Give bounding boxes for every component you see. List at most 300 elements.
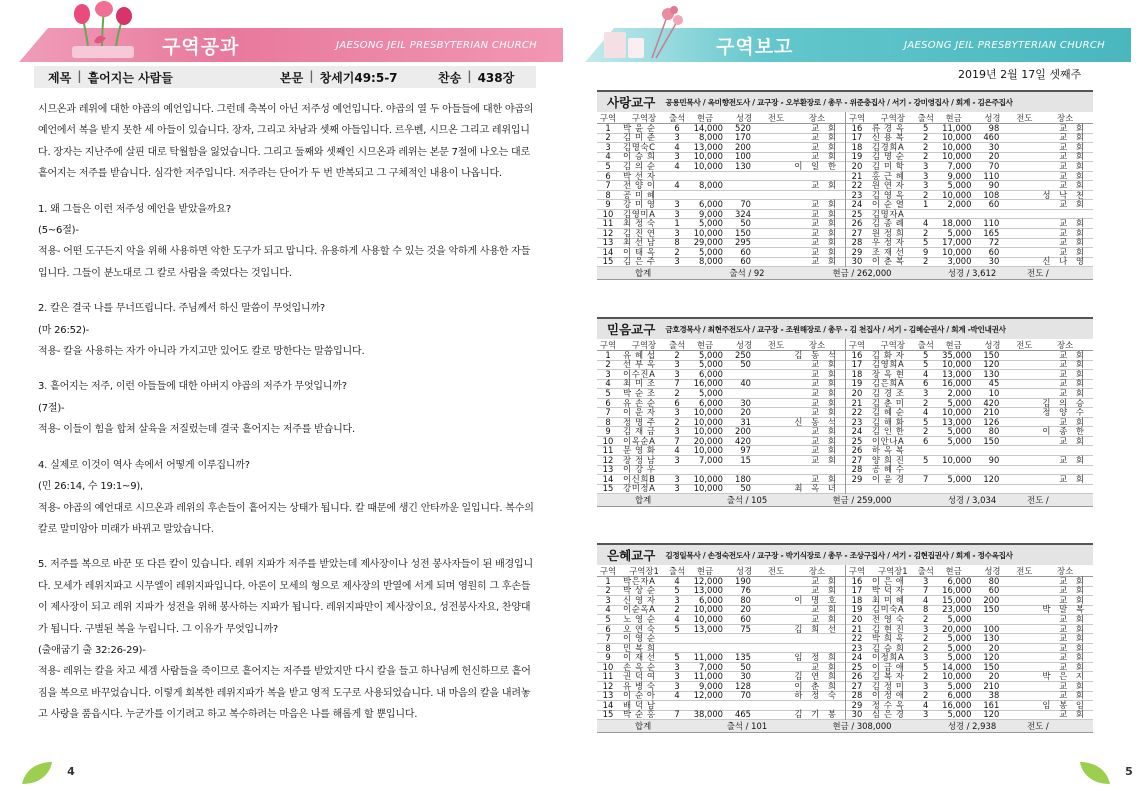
table-cell: 교 회 [811,256,839,267]
district-table-right [845,339,1093,494]
table-cell: 5,000 [947,435,972,446]
table-cell: 이 승 희 [623,151,656,162]
table-cell: 7 [605,407,611,418]
table-cell: 이 운 자 [623,407,656,418]
table-cell: 손 옥 순 [623,661,656,672]
table-cell: 7 [674,378,680,389]
table-cell: 2 [674,416,680,427]
table-cell: 72 [988,237,1000,248]
table-cell: 108 [983,189,1000,200]
table-cell: 최 미 혜 [871,594,905,605]
table-cell: 교 회 [1059,575,1088,586]
lesson-meta-bar [34,66,536,88]
table-cell: 노 영 순 [623,613,656,624]
table-cell: 110 [983,170,1000,181]
table-cell: 교 회 [1059,473,1088,484]
total-label: 합계 [635,495,652,506]
table-cell: 교 회 [1059,122,1088,133]
page-number-left-text: 4 [67,765,75,778]
table-cell: 150 [983,604,1000,615]
table-cell: 4 [922,407,929,418]
table-cell: 3 [674,227,680,238]
table-cell: 90 [988,454,1000,465]
table-cell: 5 [605,613,611,624]
table-row [846,711,1093,721]
table-cell: 3 [922,680,929,691]
table-cell: 교 회 [1059,680,1088,691]
table-cell: 신 영 자 [623,594,656,605]
table-cell: 120 [983,709,1000,720]
header-right [566,28,1131,62]
table-cell: 3,000 [947,256,972,267]
table-cell: 2 [922,426,929,437]
table-cell: 교 회 [1059,613,1088,624]
table-cell: 30 [740,397,751,408]
table-cell: 12,000 [693,690,723,701]
table-cell: 12,000 [693,575,723,586]
table-cell: 4 [922,218,929,229]
leaf-icon [20,760,54,786]
column-label: 현금 [696,112,714,123]
table-cell: 이 은 애 [871,575,905,586]
table-cell: 교 회 [811,246,839,257]
table-cell: 29 [851,699,863,710]
table-row [846,258,1093,268]
district-staff: 공용민목사 / 옥미향전도사 / 교구장 - 오부환장로 / 총무 - 위준충집사 / 서기 - 강미영집사 / 회계 - 김은주집사 [665,97,1013,107]
column-label: 성경 [735,565,753,576]
table-cell: 4 [674,613,680,624]
column-label: 현금 [696,565,714,576]
table-cell: 16 [851,122,863,133]
table-cell: 박 희 옥 [871,633,905,644]
column-label: 현금 [945,565,962,576]
table-cell: 2 [922,397,929,408]
column-label: 구역장 [880,339,905,350]
application-5: 적용- 레위는 칼을 차고 세겜 사람들을 죽이므로 흩어지는 저주를 받았지만 다시 칼을 들고 하나님께 헌신하므로 흩어짐을 복으로 바꾸었습니다. 이렇게 회복한 레위지파가 복을 받고 영적 도구로 사용되었습니다. 내 마음의 칼을 내려놓고 사랑을 품읍시다. 누군가를 이기려고 하고 복수하려는 마음은 나를 해롭게 할 뿐입니다. [38,666,531,721]
table-cell: 교 회 [811,122,839,133]
column-label: 출석 [669,339,686,350]
table-cell: 15 [602,256,614,267]
table-cell: 80 [740,594,751,605]
table-cell: 5,000 [699,387,723,398]
column-label: 성경 [984,339,1001,350]
column-label: 구역 [599,339,617,350]
table-cell: 31 [740,416,751,427]
column-label: 구역 [599,565,617,576]
table-cell: 8 [674,237,680,248]
table-cell: 3 [674,473,680,484]
table-cell: 19 [851,378,863,389]
table-cell: 교 회 [811,141,839,152]
table-cell: 최 옥 녀 [794,483,839,494]
table-cell: 11,000 [942,122,972,133]
lesson-title-group [48,69,280,86]
table-cell: 7 [922,473,929,484]
application-1: 적용- 어떤 도구든지 악을 위해 사용하면 악한 도구가 되고 맙니다. 유용하게 사용할 수 있는 것을 악하게 사용한 자들입니다. 그들이 분노대로 그 칼로 사람을 죽였다는 것입니다. [38,246,531,279]
table-cell: 3 [674,359,680,370]
table-cell: 2 [674,246,680,257]
table-cell: 2 [605,585,611,596]
table-cell: 130 [735,160,751,171]
table-cell: 이 춘 희 [794,680,839,691]
table-cell: 10,000 [693,483,723,494]
table-cell: 100 [983,623,1000,634]
total-money: 현금 / 259,000 [832,495,892,506]
table-cell: 교 회 [811,473,839,484]
table-cell: 이 강 우 [623,464,656,475]
table-cell: 26 [851,218,863,229]
table-cell: 2 [922,151,929,162]
table-cell: 10 [988,387,1000,398]
table-cell: 20 [851,387,863,398]
table-cell: 7 [605,180,611,191]
table-cell: 150 [735,227,751,238]
table-cell: 양 희 진 [871,454,905,465]
sermon-paragraph: 시므온과 레위에 대한 야곱의 예언입니다. 그런데 축복이 아닌 저주성 예언입니다. 야곱의 열 두 아들들에 대한 야곱의 예언에서 복을 받지 못한 세 아들이 있습니다. 장자, 그리고 차남과 셋째 아들입니다. 르우벤, 시므온 그리고 레위입니다. 장자는 지난주에 살핀 대로 탁월함을 잃었습니다. 그리고 둘째와 셋째인 시므온과 레위는 본문 7절에 나오는 대로 흩어지는 저주를 받습니다. 심각한 저주입니다. 저주라는 단어가 두 번 반복되고 그 구체적인 내용이 나옵니다. [38,104,534,180]
table-cell: 38,000 [693,709,723,720]
column-label: 장소 [1057,112,1074,123]
table-cell: 14 [602,246,614,257]
district-totals [597,720,1093,733]
table-cell: 이옥순A [623,435,656,446]
table-cell: 8 [922,604,929,615]
column-label: 장소 [1057,339,1074,350]
table-cell: 김 기 봉 [794,709,839,720]
table-cell: 교 회 [811,575,839,586]
table-cell: 교 회 [1059,141,1088,152]
column-label: 구역 [599,112,617,123]
table-cell: 60 [740,613,751,624]
column-label: 구역 [848,339,866,350]
column-label: 구역 [848,565,866,576]
table-cell: 19 [851,151,863,162]
table-cell: 3 [922,652,929,663]
table-row [597,258,845,268]
table-cell: 5,000 [947,397,972,408]
table-cell: 김 영 옥 [871,189,905,200]
table-row [597,485,845,495]
table-cell: 6 [922,378,929,389]
table-cell: 130 [983,368,1000,379]
table-cell: 161 [983,699,1000,710]
table-cell: 박 덕 자 [871,585,905,596]
total-attendance: 출석 / 101 [726,721,768,732]
table-cell: 3 [674,256,680,267]
table-cell: 이신희B [623,473,656,484]
table-cell: 27 [851,454,863,465]
table-cell: 165 [983,227,1000,238]
table-cell: 150 [983,435,1000,446]
total-evangelism: 전도 / [1027,495,1049,506]
table-cell: 150 [983,661,1000,672]
district-report [597,317,1093,507]
table-cell: 교 회 [1059,416,1088,427]
table-cell: 20 [988,151,1000,162]
table-cell: 324 [735,208,751,219]
table-cell: 2 [922,690,929,701]
table-cell: 5,000 [699,218,723,229]
district-staff: 김정일목사 / 손정숙전도사 / 교구장 - 박기식장로 / 총무 - 조상구집사 / 서기 - 김현집권사 / 회계 - 정수옥집사 [665,550,1013,560]
table-cell: 10,000 [693,151,723,162]
table-cell: 김 화 자 [871,349,905,360]
table-cell: 3 [674,454,680,465]
table-cell: 70 [740,690,751,701]
table-cell: 교 회 [811,585,839,596]
table-cell: 465 [735,709,751,720]
table-cell: 박은자A [623,575,656,586]
table-cell: 22 [851,180,863,191]
table-cell: 6,000 [947,690,972,701]
table-cell: 18,000 [942,218,972,229]
table-cell: 98 [988,122,1000,133]
table-cell: 김명자A [871,208,905,219]
table-cell: 최 정 숙 [623,218,656,229]
table-cell: 3 [605,368,611,379]
total-evangelism: 전도 / [1027,268,1049,279]
table-cell: 15,000 [942,594,972,605]
table-cell: 6,000 [699,397,723,408]
table-cell: 3 [674,407,680,418]
table-cell: 교 회 [811,387,839,398]
table-cell: 13 [602,464,614,475]
table-cell: 21 [851,397,863,408]
table-cell: 8,000 [699,180,723,191]
table-cell: 2 [605,359,611,370]
column-label: 전도 [767,112,785,123]
table-cell: 김 의 승 [1042,397,1088,408]
table-cell: 김영미A [623,208,656,219]
table-cell: 10,000 [693,160,723,171]
table-cell: 6,000 [699,368,723,379]
column-label: 장소 [1057,565,1074,576]
district-name: 믿음교구 [607,322,656,337]
table-cell: 15 [740,454,751,465]
table-cell: 8,000 [699,132,723,143]
table-cell: 장 정 남 [623,454,656,465]
page-number-left [20,760,75,786]
table-cell: 10,000 [693,407,723,418]
table-cell: 최 미 조 [623,378,656,389]
table-cell: 16 [851,575,863,586]
separator: | [309,68,314,83]
table-cell: 22 [851,633,863,644]
table-cell: 이 윤 경 [871,473,905,484]
table-cell: 2 [922,132,929,143]
table-cell: 17,000 [942,237,972,248]
table-cell: 9 [605,426,611,437]
table-cell: 12 [602,454,614,465]
table-cell: 6,000 [699,594,723,605]
application-3: 적용- 이들이 힘을 합쳐 살육을 저질렀는데 결국 흩어지는 저주를 받습니다. [38,424,355,436]
district-name: 은혜교구 [607,548,656,563]
table-cell: 8 [605,189,611,200]
table-cell: 13,000 [942,416,972,427]
table-cell: 임 정 희 [794,652,839,663]
district-report [597,90,1093,280]
table-cell: 5,000 [947,473,972,484]
table-cell: 김 미 준 [623,132,656,143]
table-cell: 10,000 [693,613,723,624]
table-cell: 8,000 [699,256,723,267]
table-cell: 신 용 복 [871,132,905,143]
table-cell: 강 미 영 [623,199,656,210]
table-cell: 교 회 [811,613,839,624]
table-cell: 성 낙 천 [1042,189,1088,200]
total-evangelism: 전도 / [1027,721,1049,732]
column-label: 성경 [735,112,753,123]
table-cell: 5 [922,359,929,370]
table-cell: 126 [983,416,1000,427]
table-cell: 50 [740,483,751,494]
table-cell: 3 [674,661,680,672]
table-cell: 5 [674,585,680,596]
sermon-body [38,99,538,726]
column-label: 장소 [808,339,826,350]
table-cell: 김 의 순 [623,160,656,171]
table-cell: 18 [851,141,863,152]
table-cell: 21 [851,623,863,634]
table-row [846,485,1093,495]
column-label: 전도 [1016,112,1033,123]
column-label: 출석 [917,112,934,123]
table-cell: 박 순 조 [623,387,656,398]
header-left-church: JAESONG JEIL PRESBYTERIAN CHURCH [336,39,537,51]
table-cell: 24 [851,199,863,210]
table-cell: 23 [851,189,863,200]
table-cell: 3 [674,132,680,143]
table-cell: 박 상 순 [623,585,656,596]
table-cell: 6 [922,435,929,446]
table-cell: 16,000 [693,378,723,389]
table-cell: 23,000 [942,604,972,615]
table-cell: 11,000 [693,671,723,682]
leaf-icon [1078,760,1112,786]
table-cell: 2 [674,604,680,615]
table-cell: 4 [674,445,680,456]
table-cell: 190 [735,575,751,586]
district-staff: 금호경목사 / 최현주전도사 / 교구장 - 조원해장로 / 총무 - 김 천집사 / 서기 - 김혜순권사 / 회계 -박인내권사 [665,324,1006,334]
table-cell: 교 회 [1059,132,1088,143]
table-cell: 교 회 [1059,378,1088,389]
table-cell: 선 부 옥 [623,359,656,370]
column-label: 성경 [984,112,1001,123]
table-cell: 25 [851,661,863,672]
table-cell: 80 [988,575,1000,586]
table-cell: 13 [602,237,614,248]
table-cell: 5 [674,652,680,663]
table-cell: 2 [922,633,929,644]
table-cell: 170 [735,132,751,143]
table-cell: 3 [674,680,680,691]
table-cell: 120 [983,473,1000,484]
district-header [597,543,1093,565]
table-cell: 김 정 미 [871,680,905,691]
total-label: 합계 [635,721,652,732]
table-cell: 10,000 [942,671,972,682]
table-cell: 8 [605,416,611,427]
table-cell: 18 [851,368,863,379]
table-cell: 2 [922,256,929,267]
table-cell: 교 회 [1059,237,1088,248]
column-label: 구역장1 [629,565,659,576]
table-cell: 3 [605,141,611,152]
table-cell: 45 [988,378,1000,389]
table-cell: 420 [983,397,1000,408]
column-label: 구역장 [880,112,905,123]
header-left [0,28,563,62]
table-cell: 90 [988,180,1000,191]
table-cell: 5 [922,237,929,248]
table-cell: 10 [602,435,614,446]
table-cell: 7,000 [947,160,972,171]
table-cell: 110 [983,218,1000,229]
table-cell: 2 [922,671,929,682]
table-cell: 교 회 [811,218,839,229]
table-cell: 128 [735,680,751,691]
table-cell: 5,000 [947,227,972,238]
tulip-flowers-icon [58,2,148,60]
table-cell: 7 [674,709,680,720]
table-cell: 20,000 [693,435,723,446]
table-cell: 5,000 [947,426,972,437]
header-left-notch [0,28,48,62]
table-cell: 김 혜 순 [871,407,905,418]
application-4: 적용- 야곱의 예언대로 시므온과 레위의 후손들이 흩어지는 상태가 됩니다. 칼 때문에 생긴 안타까운 일입니다. 복수의 칼로 말미암아 미래가 바뀌고 말았습니다. [38,502,534,535]
table-cell: 박 순 홍 [623,709,656,720]
table-cell: 13,000 [693,141,723,152]
table-cell: 김 승 희 [871,642,905,653]
table-cell: 520 [735,122,751,133]
table-cell: 이 춘 복 [871,256,905,267]
table-cell: 교 회 [1059,454,1088,465]
table-cell: 22 [851,407,863,418]
table-cell: 5 [922,661,929,672]
header-left-title: 구역공과 [162,35,240,58]
table-cell: 홍 근 혜 [871,170,905,181]
table-cell: 교 회 [811,151,839,162]
table-cell: 5,000 [947,633,972,644]
table-cell: 김 명 순 [871,151,905,162]
table-cell: 교 회 [1059,151,1088,162]
table-cell: 이안나A [871,435,905,446]
table-cell: 배 덕 남 [623,699,656,710]
table-cell: 10,000 [942,189,972,200]
table-cell: 조 재 선 [871,246,905,257]
application-2: 적용- 칼을 사용하는 자가 아니라 가지고만 있어도 칼로 망한다는 말씀입니다. [38,346,365,358]
table-cell: 원 정 희 [871,227,905,238]
table-cell: 7,000 [699,661,723,672]
table-cell: 유 병 숙 [623,680,656,691]
table-cell: 150 [983,349,1000,360]
table-row [846,475,1093,485]
table-cell: 3 [922,623,929,634]
lesson-title-label: 제목 [48,70,72,85]
table-cell: 교 회 [1059,199,1088,210]
table-cell: 16,000 [942,378,972,389]
district-totals [597,267,1093,280]
table-cell: 교 회 [1059,633,1088,644]
total-bible: 성경 / 3,034 [947,495,997,506]
table-cell: 4 [605,604,611,615]
table-cell: 3 [674,426,680,437]
table-cell: 유 손 순 [623,397,656,408]
table-cell: 교 회 [811,454,839,465]
table-cell: 공 미 혜 [623,189,656,200]
table-cell: 460 [983,132,1000,143]
table-cell: 교 회 [1059,368,1088,379]
table-cell: 14 [602,699,614,710]
table-cell: 김 연 희 [794,671,839,682]
